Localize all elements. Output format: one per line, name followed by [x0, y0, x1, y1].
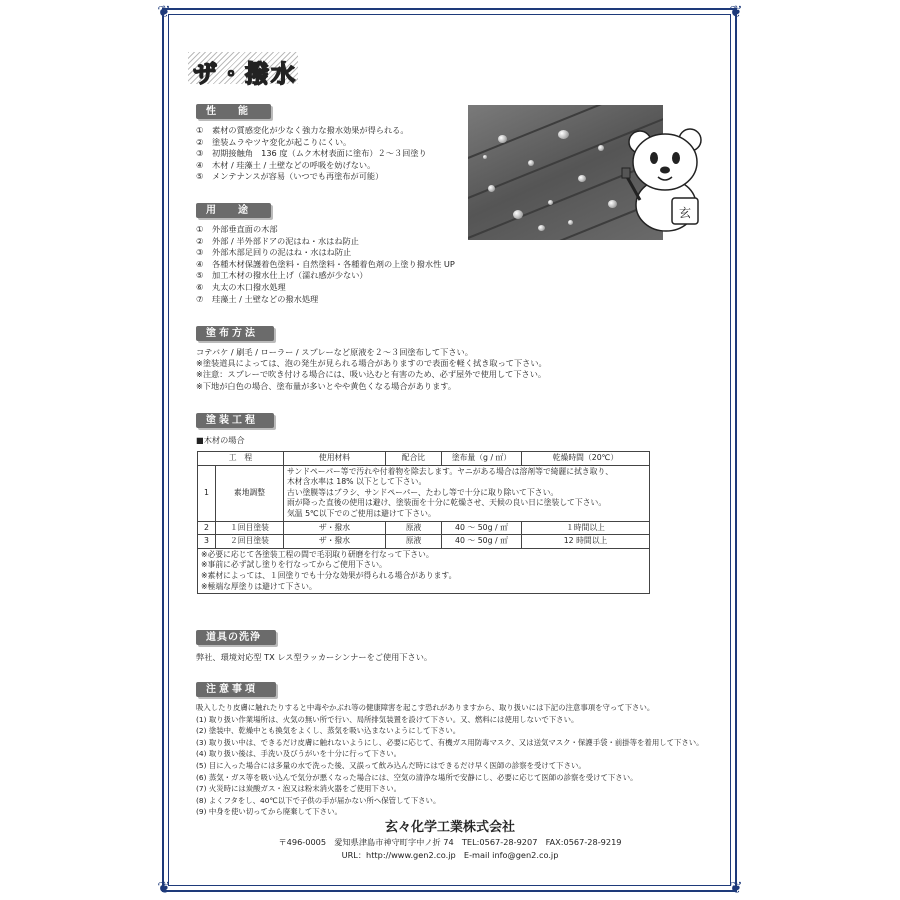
mascot-can-label: 玄 — [678, 206, 692, 220]
list-item: ② 外部 / 半外部ドアの泥はね・水はね防止 — [196, 235, 359, 246]
performance-list — [196, 125, 427, 183]
table-header: 配合比 — [386, 452, 442, 466]
table-notes: ※必要に応じて各塗装工程の間で毛羽取り研磨を行なって下さい。 ※事前に必ず試し塗りを行なってからご使用下さい。 ※素材によっては、１回塗りでも十分な効果が得られる場合があります。 ※極端な厚塗りは避けて下さい。 — [198, 548, 650, 593]
list-item: ③ 初期接触角 136 度（ムク木材表面に塗布）２～３回塗り — [196, 148, 427, 159]
caution-text: 吸入したり皮膚に触れたりすると中毒やかぶれ等の健康障害を起こす恐れがありますから、取り扱いには下記の注意事項を守って下さい。 (1) 取り扱い作業場所は、火気の無い所で行い、局所排気装置を設けて下さい。又、燃料には使用しないで下さい。 (2) 塗装中、乾燥中とも換気をよくし、蒸気を吸い込まないようにして下さい。 (3) 取り扱い中は、できるだけ皮膚に触れないようにし、必要に応じて、有機ガス用防毒マスク、又は送気マスク・保護手袋・前掛等を着用して下さい。 (4) 取り扱い後は、手洗い及びうがいを十分に行って下さい。 (5) 目に入った場合には多量の水で洗った後、又誤って飲み込んだ時にはできるだけ早く医師の診察を受けて下さい。 (6) 蒸気・ガス等を吸い込んで気分が悪くなった場合には、空気の清浄な場所で安静にし、必要に応じて医師の診察を受けて下さい。 (7) 火災時には炭酸ガス・泡又は粉末消火器をご使用下さい。 (8) よくフタをし、40℃以下で子供の手が届かない所へ保管して下さい。 (9) 中身を使い切ってから廃棄して下さい。 — [196, 703, 704, 817]
section-header-uses: 用 途 — [196, 203, 271, 218]
company-address: 〒496-0005 愛知県津島市神守町字中ノ折 74 TEL:0567-28-9207 FAX:0567-28-9219 — [278, 837, 622, 847]
list-item: ⑥ 丸太の木口撥水処理 — [196, 281, 286, 292]
method-text: コテバケ / 刷毛 / ローラー / スプレーなど原液を２～３回塗布して下さい。 ※塗装道具によっては、泡の発生が見られる場合がありますので表面を軽く拭き取って下さい。 ※注意：スプレーで吹き付ける場合には、吸い込むと有害のため、必ず屋外で使用して下さい。 ※下地が白色の場合、塗布量が多いとやや黄色くなる場合があります。 — [196, 347, 547, 391]
table-row: 3 ２回目塗装 ザ・撥水 原液 40 ～ 50g / ㎡ 12 時間以上 — [198, 535, 650, 549]
list-item: ③ 外部木部足回りの泥はね・水はね防止 — [196, 247, 352, 258]
section-header-method: 塗布方法 — [196, 326, 274, 341]
company-name: 玄々化学工業株式会社 — [384, 820, 515, 835]
list-item: ⑦ 珪藻土 / 土壁などの撥水処理 — [196, 293, 319, 304]
table-header-row — [198, 452, 650, 466]
section-header-performance: 性 能 — [196, 104, 271, 119]
table-row: 2 １回目塗装 ザ・撥水 原液 40 ～ 50g / ㎡ １時間以上 — [198, 521, 650, 535]
page-title: ザ・撥水 — [193, 60, 297, 88]
section-header-cleaning: 道具の洗浄 — [196, 630, 276, 645]
corner-ornament-icon: ❦ — [729, 2, 743, 21]
table-header: 使用材料 — [284, 452, 386, 466]
table-header: 乾燥時間（20℃） — [522, 452, 650, 466]
list-item: ② 塗装ムラやツヤ変化が起こりにくい。 — [196, 136, 352, 147]
list-item: ⑤ メンテナンスが容易（いつでも再塗布が可能） — [196, 171, 384, 182]
corner-ornament-icon: ❦ — [157, 878, 171, 897]
prep-description: サンドペーパー等で汚れや付着物を除去します。ヤニがある場合は溶剤等で綺麗に拭き取り、 木材含水率は 18% 以下として下さい。 古い塗膜等はブラシ、サンドペーパー、たわし等で十分に取り除いて下さい。 雨が降った直後の使用は避け、塗装面を十分に乾燥させ、天候の良い日に塗装して下さい。 気温 5℃以下でのご使用は避けて下さい。 — [284, 465, 650, 521]
uses-list — [196, 224, 455, 305]
corner-ornament-icon: ❦ — [157, 2, 171, 21]
process-table — [197, 451, 650, 594]
corner-ornament-icon: ❦ — [729, 878, 743, 897]
table-notes-row — [198, 548, 650, 593]
list-item: ⑤ 加工木材の撥水仕上げ（濡れ感が少ない） — [196, 270, 368, 281]
section-header-process: 塗装工程 — [196, 413, 274, 428]
list-item: ④ 各種木材保護着色塗料・自然塗料・各種着色剤の上塗り撥水性 UP — [196, 258, 455, 269]
process-subtitle: ■木材の場合 — [196, 435, 245, 445]
list-item: ④ 木材 / 珪藻土 / 土壁などの呼吸を妨げない。 — [196, 159, 376, 170]
table-row: 1 素地調整 サンドペーパー等で汚れや付着物を除去します。ヤニがある場合は溶剤等で綺麗に拭き取り、 木材含水率は 18% 以下として下さい。 古い塗膜等はブラシ、サンドペーパー、たわし等で十分に取り除いて下さい。 雨が降った直後の使用は避け、塗装面を十分に乾燥させ、天候の良い日に塗装して下さい。 気温 5℃以下でのご使用は避けて下さい。 — [198, 465, 650, 521]
table-header: 工 程 — [198, 452, 284, 466]
section-header-caution: 注意事項 — [196, 682, 276, 697]
company-web: URL：http://www.gen2.co.jp E-mail info@gen2.co.jp — [341, 850, 559, 860]
cleaning-text: 弊社、環境対応型 TX レス型ラッカーシンナーをご使用下さい。 — [196, 652, 433, 662]
bear-mascot-icon — [618, 120, 713, 235]
list-item: ① 外部垂直面の木部 — [196, 224, 278, 234]
table-header: 塗布量（g / ㎡） — [442, 452, 522, 466]
list-item: ① 素材の質感変化が少なく強力な撥水効果が得られる。 — [196, 125, 409, 135]
